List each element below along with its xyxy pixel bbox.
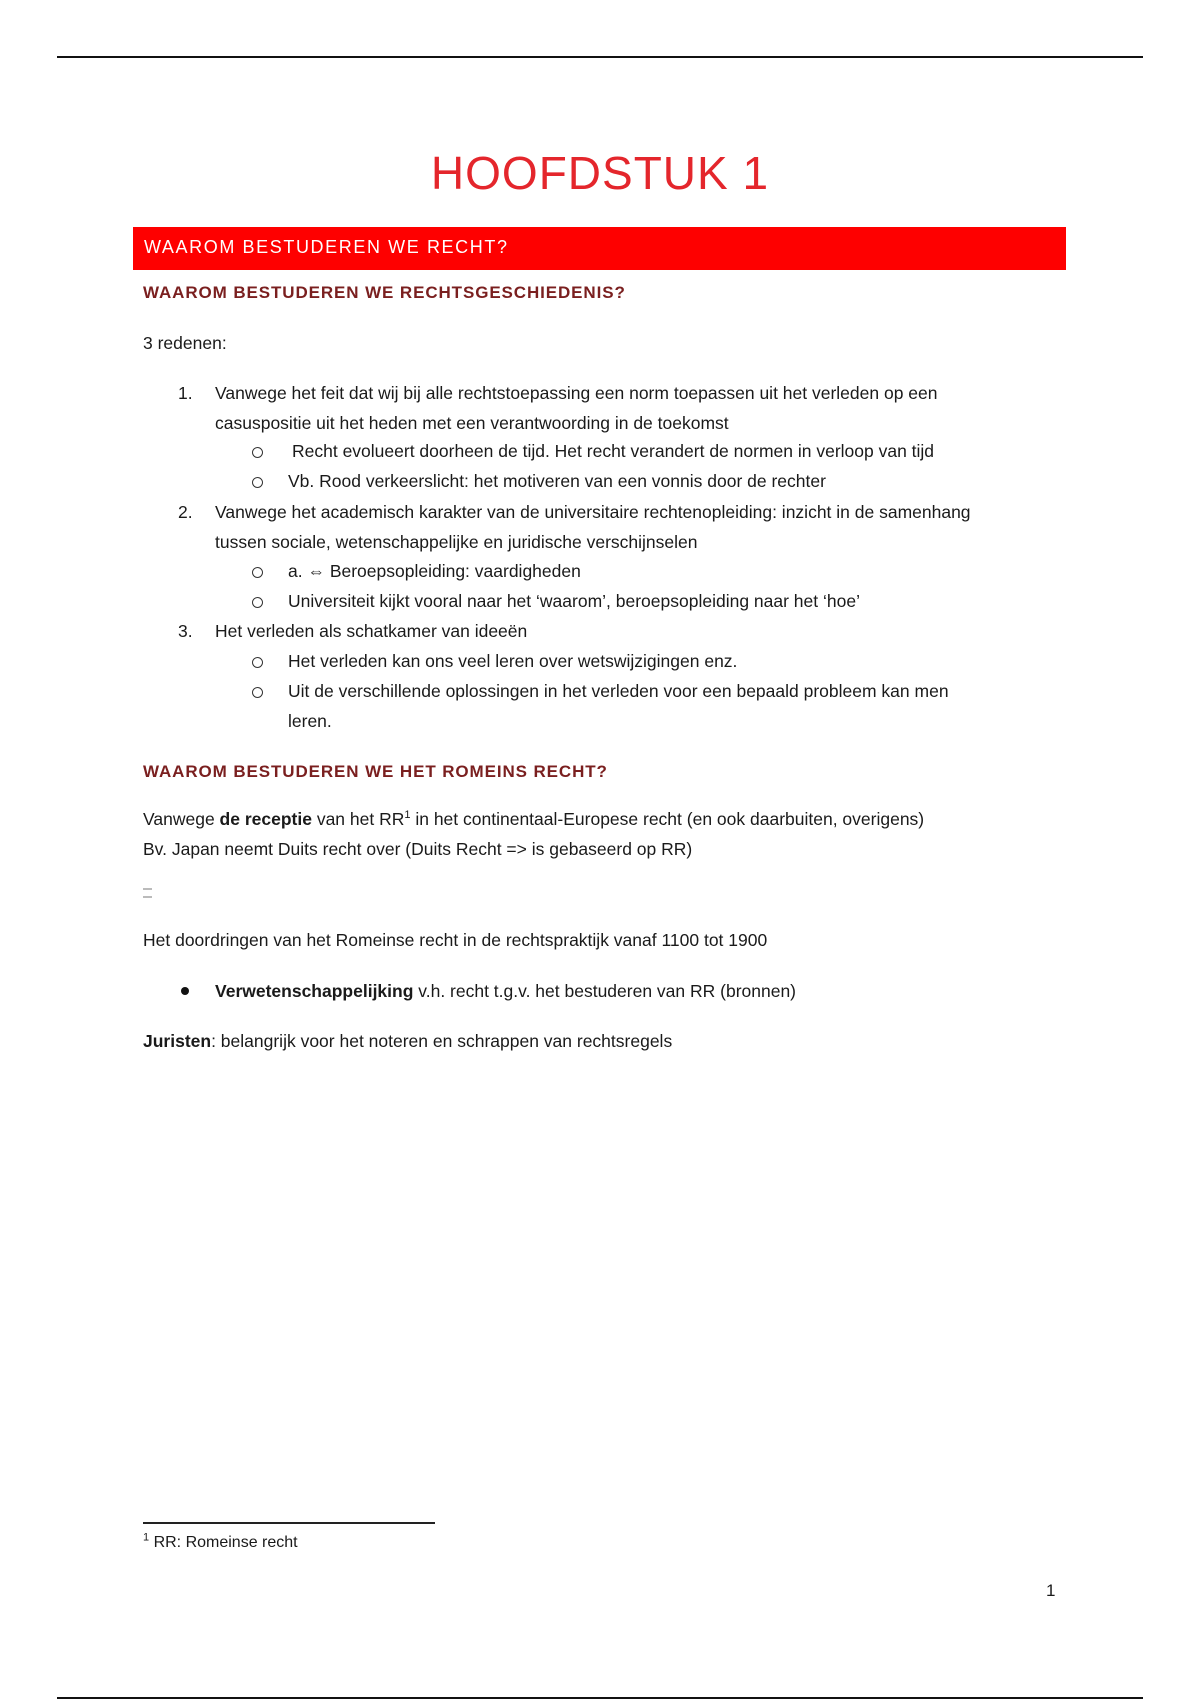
reason-2-line-1: Vanwege het academisch karakter van de universitaire rechtenopleiding: inzicht in de samenhang: [215, 502, 971, 522]
reason-3-sub-2: Uit de verschillende oplossingen in het verleden voor een bepaald probleem kan men: [288, 681, 949, 701]
circle-bullet-icon: [252, 687, 263, 698]
footnote: $^1$ RR: Romeinse recht: [143, 1531, 298, 1551]
section-heading: WAAROM BESTUDEREN WE RECHT?: [144, 237, 509, 257]
reason-1-line-2: casuspositie uit het heden met een verantwoording in de toekomst: [215, 413, 729, 433]
paragraph-japan-example: Bv. Japan neemt Duits recht over (Duits Recht => is gebaseerd op RR): [143, 839, 693, 859]
footnote-reference: 1: [404, 809, 411, 822]
circle-bullet-icon: [252, 657, 263, 668]
intro-text: 3 redenen:: [143, 333, 227, 353]
subsection-heading-rechtsgeschiedenis: WAAROM BESTUDEREN WE RECHTSGESCHIEDENIS?: [143, 283, 626, 302]
list-number: 3.: [178, 621, 193, 641]
footnote-separator: [143, 1522, 435, 1524]
reason-2-sub-1: a. ⇔ Beroepsopleiding: vaardigheden: [288, 561, 581, 581]
header-rule: [57, 56, 1143, 58]
reason-2-sub-2: Universiteit kijkt vooral naar het ‘waarom’, beroepsopleiding naar het ‘hoe’: [288, 591, 860, 611]
reason-2-line-2: tussen sociale, wetenschappelijke en juridische verschijnselen: [215, 532, 698, 552]
footer-rule: [57, 1697, 1143, 1699]
reason-1-line-1: Vanwege het feit dat wij bij alle rechtstoepassing een norm toepassen uit het verleden op een: [215, 383, 938, 403]
subsection-heading-romeins-recht: WAAROM BESTUDEREN WE HET ROMEINS RECHT?: [143, 762, 608, 781]
equals-mark-icon: [143, 888, 152, 898]
chapter-title: HOOFDSTUK 1: [430, 147, 770, 199]
circle-bullet-icon: [252, 567, 263, 578]
page-number: 1: [1046, 1581, 1056, 1600]
circle-bullet-icon: [252, 447, 263, 458]
reason-3-sub-2-continued: leren.: [288, 711, 332, 731]
list-number: 2.: [178, 502, 193, 522]
reason-3-sub-1: Het verleden kan ons veel leren over wetswijzigingen enz.: [288, 651, 738, 671]
reason-3-line-1: Het verleden als schatkamer van ideeën: [215, 621, 528, 641]
paragraph-receptie: Vanwege de receptie van het $RR^1$ in het continentaal-Europese recht (en ook daarbuiten, overigens): [143, 809, 925, 829]
footnote-marker: 1: [143, 1531, 150, 1544]
reason-1-sub-2: Vb. Rood verkeerslicht: het motiveren van een vonnis door de rechter: [288, 471, 826, 491]
disc-bullet-icon: [181, 987, 189, 995]
paragraph-juristen: Juristen: belangrijk voor het noteren en schrappen van rechtsregels: [143, 1031, 673, 1051]
bullet-verwetenschappelijking: Verwetenschappelijking v.h. recht t.g.v. het bestuderen van RR (bronnen): [215, 981, 797, 1001]
circle-bullet-icon: [252, 477, 263, 488]
reason-1-sub-1: Recht evolueert doorheen de tijd. Het recht verandert de normen in verloop van tijd: [292, 441, 935, 461]
circle-bullet-icon: [252, 597, 263, 608]
paragraph-doordringen: Het doordringen van het Romeinse recht in de rechtspraktijk vanaf 1100 tot 1900: [143, 930, 768, 950]
section-heading-bar: [133, 227, 1066, 270]
list-number: 1.: [178, 383, 193, 403]
